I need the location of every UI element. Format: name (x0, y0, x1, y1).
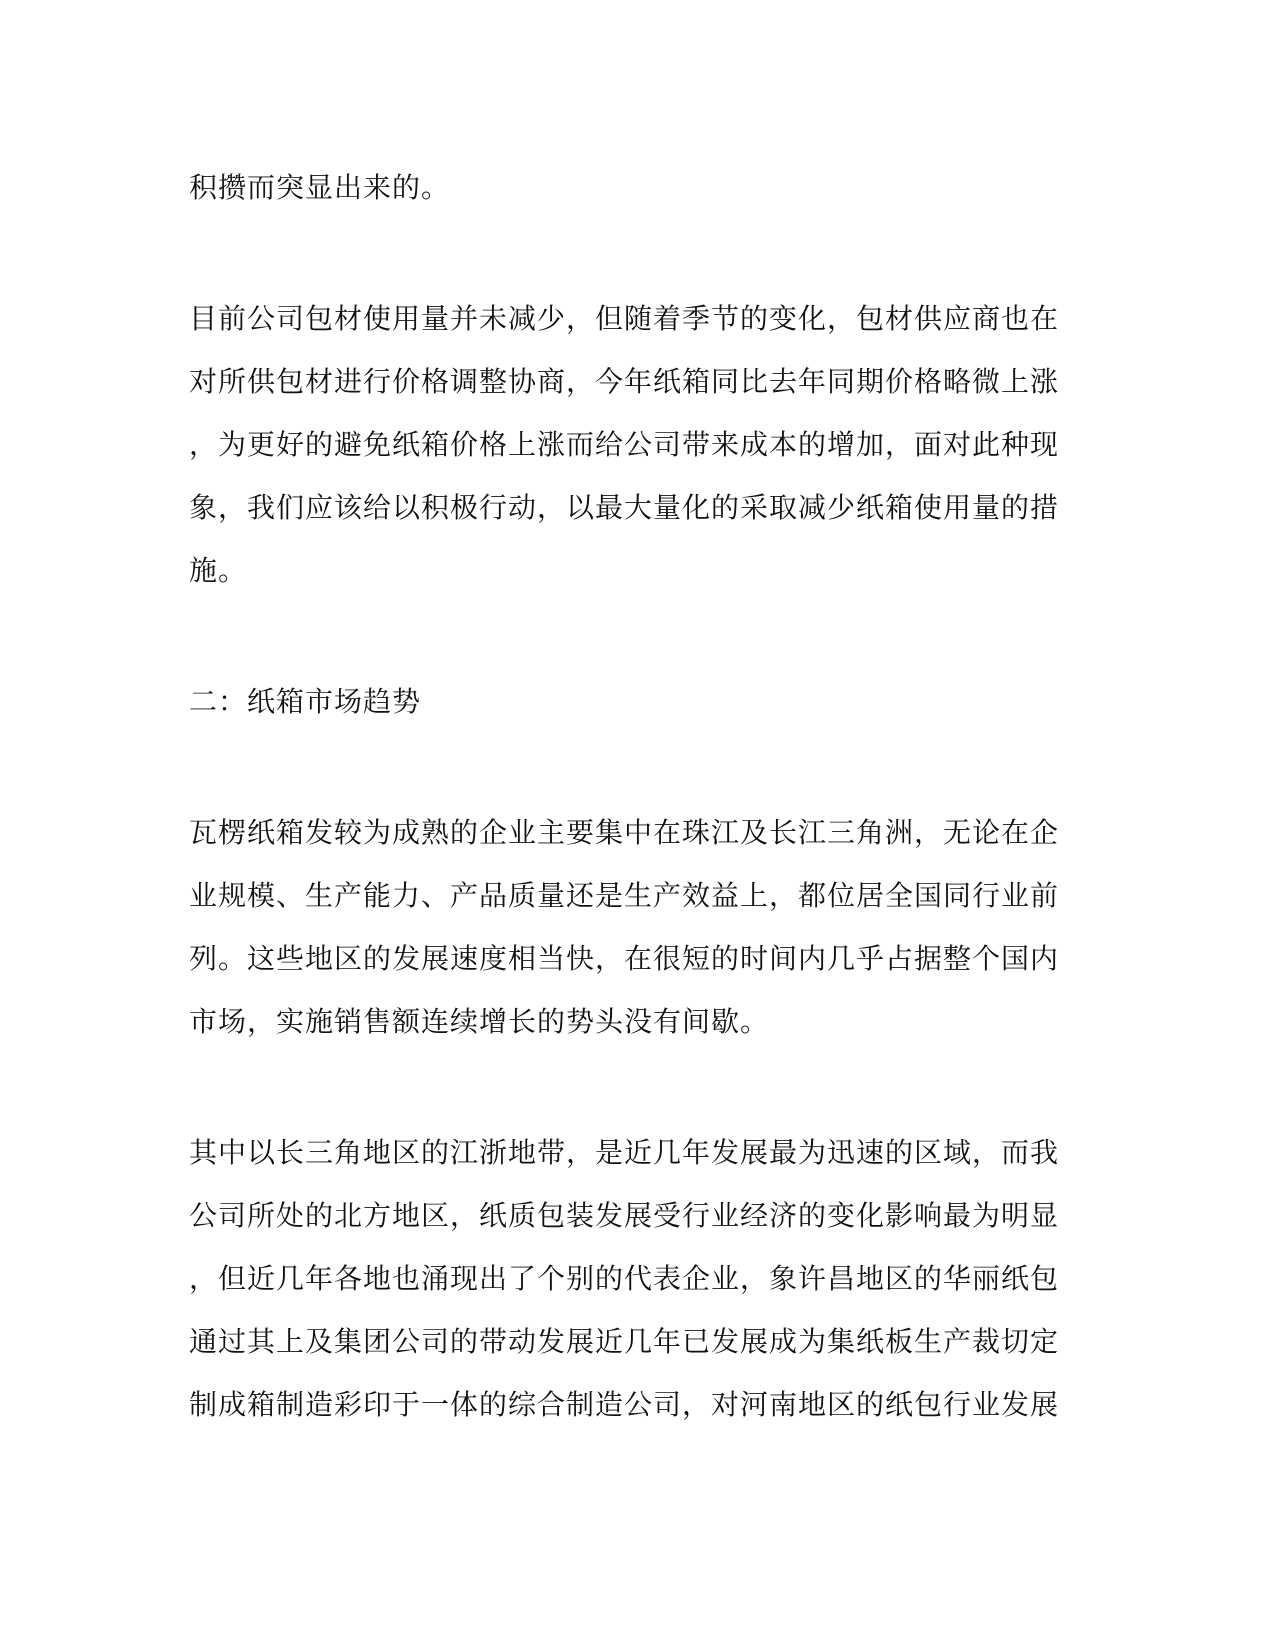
text-line: 制成箱制造彩印于一体的综合制造公司，对河南地区的纸包行业发展 (189, 1388, 1060, 1421)
paragraph-market-regions (189, 801, 1069, 1053)
paragraph-continuation (189, 156, 1069, 219)
text-line: 公司所处的北方地区，纸质包装发展受行业经济的变化影响最为明显 (189, 1199, 1060, 1232)
text-line: 积攒而突显出来的。 (189, 171, 451, 204)
text-line: ，但近几年各地也涌现出了个别的代表企业，象许昌地区的华丽纸包 (189, 1262, 1060, 1295)
text-line: 象，我们应该给以积极行动，以最大量化的采取减少纸箱使用量的措 (189, 491, 1060, 524)
text-line: 列。这些地区的发展速度相当快，在很短的时间内几乎占据整个国内 (189, 942, 1060, 975)
paragraph-regional-development (189, 1121, 1069, 1436)
section-heading-text: 二：纸箱市场趋势 (189, 685, 422, 718)
paragraph-packaging-cost (189, 287, 1069, 602)
text-line: 通过其上及集团公司的带动发展近几年已发展成为集纸板生产裁切定 (189, 1325, 1060, 1358)
section-heading (189, 670, 1069, 733)
text-line: 市场，实施销售额连续增长的势头没有间歇。 (189, 1005, 770, 1038)
text-line: 业规模、生产能力、产品质量还是生产效益上，都位居全国同行业前 (189, 879, 1060, 912)
text-line: 施。 (189, 554, 248, 587)
text-line: 其中以长三角地区的江浙地带，是近几年发展最为迅速的区域，而我 (189, 1136, 1060, 1169)
text-line: ，为更好的避免纸箱价格上涨而给公司带来成本的增加，面对此种现 (189, 428, 1060, 461)
text-line: 对所供包材进行价格调整协商，今年纸箱同比去年同期价格略微上涨 (189, 365, 1060, 398)
text-line: 瓦楞纸箱发较为成熟的企业主要集中在珠江及长江三角洲，无论在企 (189, 816, 1060, 849)
text-line: 目前公司包材使用量并未减少，但随着季节的变化，包材供应商也在 (189, 302, 1060, 335)
